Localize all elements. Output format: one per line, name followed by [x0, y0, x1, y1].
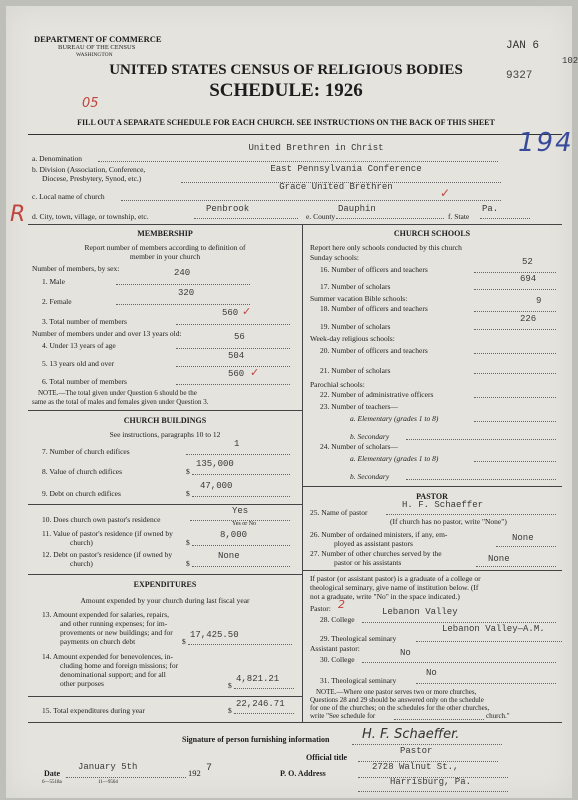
q7-line	[186, 454, 290, 455]
q18-label: 18. Number of officers and teachers	[320, 304, 428, 313]
q21-label: 21. Number of scholars	[320, 366, 391, 375]
schools-intro: Report here only schools conducted by this church	[310, 243, 462, 252]
stamp-number: 9327	[506, 70, 533, 82]
membership-note-2: same as the total of males and females given under Question 3.	[32, 398, 209, 406]
edu-instruction-2: theological seminary, give name of institution below. (If	[310, 583, 479, 592]
q12-line	[192, 566, 290, 567]
rule-buildings	[28, 410, 302, 411]
rule-total	[28, 696, 302, 697]
schools-heading: CHURCH SCHOOLS	[393, 229, 471, 238]
q22-line	[474, 397, 556, 398]
stamp-date: JAN 6	[506, 40, 540, 52]
q1-label: 1. Male	[42, 277, 65, 286]
q9-value: 47,000	[200, 481, 233, 491]
q14-dollar: $	[228, 681, 232, 690]
bureau-label: BUREAU OF THE CENSUS	[58, 44, 136, 51]
section-rule-top	[28, 224, 562, 225]
code-194: 194	[518, 128, 574, 158]
q11-label-2: church)	[70, 538, 93, 547]
q4-line	[176, 348, 290, 349]
q12-label: 12. Debt on pastor's residence (if owned by	[42, 550, 173, 559]
q31-line	[416, 683, 556, 684]
year-prefix: 192	[188, 768, 201, 778]
q26-line	[496, 546, 556, 547]
q23a-label: a. Elementary (grades 1 to 8)	[350, 414, 439, 423]
q31-value: No	[426, 668, 437, 678]
q15-line	[234, 713, 294, 714]
q11-label: 11. Value of pastor's residence (if owned by	[42, 529, 173, 538]
q9-dollar: $	[186, 489, 190, 498]
rule-education	[302, 570, 562, 571]
po-address-value-2: Harrisburg, Pa.	[390, 777, 472, 787]
asst-label: Assistant pastor:	[310, 644, 360, 653]
local-name-value: Grace United Brethren	[279, 182, 393, 192]
q6-line	[176, 384, 290, 385]
q11-line	[192, 545, 290, 546]
q13-label-2: and other running expenses; for im-	[60, 619, 168, 628]
q12-label-2: church)	[70, 559, 93, 568]
division-label: b. Division (Association, Conference,	[32, 165, 146, 174]
q26-label-2: ployed as assistant pastors	[334, 539, 413, 548]
q14-label: 14. Amount expended for benevolences, in-	[42, 652, 174, 661]
form-code-1: 6—5518a	[42, 780, 62, 785]
q23b-label: b. Secondary	[350, 432, 390, 441]
q1-value: 240	[174, 268, 191, 278]
q6-label: 6. Total number of members	[42, 377, 127, 386]
q27-line	[476, 566, 556, 567]
q16-value: 52	[522, 257, 533, 267]
q13-label-3: provements or new buildings; and for	[60, 628, 173, 637]
expenditures-sub: Amount expended by your church during last fiscal year	[80, 596, 250, 605]
q13-label-4: payments on church debt	[60, 637, 136, 646]
form-instruction: FILL OUT A SEPARATE SCHEDULE FOR EACH CHURCH. SEE INSTRUCTIONS ON THE BACK OF THIS SHEET	[77, 118, 495, 127]
q8-label: 8. Value of church edifices	[42, 467, 123, 476]
q3-value: 560	[222, 308, 239, 318]
q13-dollar: $	[182, 637, 186, 646]
q5-line	[176, 366, 290, 367]
q12-value: None	[218, 551, 240, 561]
buildings-sub: See instructions, paragraphs 10 to 12	[109, 430, 221, 439]
local-name-line	[121, 200, 501, 201]
q9-label: 9. Debt on church edifices	[42, 489, 121, 498]
q28-label: 28. College	[320, 615, 355, 624]
q2-line	[116, 304, 250, 305]
q11-dollar: $	[186, 538, 190, 547]
q15-dollar: $	[228, 706, 232, 715]
signature-value: H. F. Schaeffer.	[362, 727, 460, 742]
date-line	[66, 777, 186, 778]
county-label: e. County	[306, 212, 336, 221]
pastor-note-2: Questions 28 and 29 should be answered only on the schedule	[310, 696, 484, 704]
department-label: DEPARTMENT OF COMMERCE	[34, 34, 162, 44]
q19-line	[474, 329, 556, 330]
q8-value: 135,000	[196, 459, 234, 469]
q2-label: 2. Female	[42, 297, 72, 306]
q24a-line	[474, 461, 556, 462]
form-schedule: SCHEDULE: 1926	[209, 80, 363, 101]
q25-note: (If church has no pastor, write "None")	[390, 517, 507, 526]
denomination-line	[98, 161, 498, 162]
q6-check: ✓	[250, 366, 260, 379]
q30-line	[362, 662, 556, 663]
official-title-value: Pastor	[400, 746, 433, 756]
pastor-note-5: church."	[486, 712, 510, 720]
q4-value: 56	[234, 332, 245, 342]
q17-line	[474, 289, 556, 290]
summer-label: Summer vacation Bible schools:	[310, 294, 408, 303]
q23b-line	[406, 439, 556, 440]
code-05: 05	[82, 96, 99, 111]
q3-line	[176, 324, 290, 325]
q24b-label: b. Secondary	[350, 472, 390, 481]
q13-line	[188, 644, 292, 645]
q29-value: Lebanon Valley—A.M.	[442, 624, 545, 634]
header-rule	[28, 134, 562, 135]
membership-note: NOTE.—The total given under Question 6 should be the	[38, 389, 197, 397]
pastor-sub-label: Pastor:	[310, 604, 331, 613]
q14-label-3: denominational support; and for all	[60, 670, 166, 679]
yes-no-hint: Yes or No	[232, 521, 257, 527]
denomination-value: United Brethren in Christ	[248, 143, 384, 153]
q30-label: 30. College	[320, 655, 355, 664]
margin-mark-r: R	[10, 202, 26, 227]
q11-value: 8,000	[220, 530, 248, 540]
q20-label: 20. Number of officers and teachers	[320, 346, 428, 355]
q2-value: 320	[178, 288, 195, 298]
q14-value: 4,821.21	[236, 674, 280, 684]
q19-label: 19. Number of scholars	[320, 322, 391, 331]
membership-intro-2: member in your church	[129, 252, 201, 261]
location-label: WASHINGTON	[76, 52, 113, 58]
city-value: Penbrook	[206, 204, 250, 214]
check-mark: ✓	[440, 186, 451, 200]
q14-label-4: other purposes	[60, 679, 104, 688]
q21-line	[474, 373, 556, 374]
q25-label: 25. Name of pastor	[310, 508, 368, 517]
q14-label-2: cluding home and foreign missions; for	[60, 661, 179, 670]
q16-label: 16. Number of officers and teachers	[320, 265, 428, 274]
corner-number: 102	[562, 56, 578, 66]
q27-value: None	[488, 554, 510, 564]
division-label-2: Diocese, Presbytery, Synod, etc.)	[42, 174, 142, 183]
census-form	[6, 6, 578, 798]
q9-line	[192, 496, 290, 497]
q5-label: 5. 13 years old and over	[42, 359, 115, 368]
form-code-2: 11—9564	[98, 780, 118, 785]
q26-value: None	[512, 533, 534, 543]
q24a-label: a. Elementary (grades 1 to 8)	[350, 454, 439, 463]
q8-dollar: $	[186, 467, 190, 476]
pastor-heading: PASTOR	[416, 492, 448, 501]
form-title: UNITED STATES CENSUS OF RELIGIOUS BODIES	[109, 62, 463, 78]
county-value: Dauphin	[338, 204, 376, 214]
pastor-note-3: for one of the churches; on the schedules for the other churches,	[310, 704, 490, 712]
po-address-label: P. O. Address	[280, 769, 326, 778]
buildings-heading: CHURCH BUILDINGS	[123, 416, 207, 425]
division-value: East Pennsylvania Conference	[270, 164, 422, 174]
q8-line	[192, 474, 290, 475]
q18-line	[474, 311, 556, 312]
membership-heading: MEMBERSHIP	[137, 229, 193, 238]
q18-value: 9	[536, 296, 542, 306]
q25-value: H. F. Schaeffer	[402, 500, 484, 510]
q15-label: 15. Total expenditures during year	[42, 706, 145, 715]
rule-pastor	[302, 486, 562, 487]
q29-line	[416, 641, 562, 642]
rule-residence	[28, 504, 302, 505]
state-label: f. State	[448, 212, 470, 221]
q6-value: 560	[228, 369, 245, 379]
q14-line	[234, 688, 294, 689]
q23-label: 23. Number of teachers—	[320, 402, 398, 411]
q10-label: 10. Does church own pastor's residence	[42, 515, 161, 524]
weekday-label: Week-day religious schools:	[310, 334, 395, 343]
q4-label: 4. Under 13 years of age	[42, 341, 116, 350]
q12-dollar: $	[186, 559, 190, 568]
q20-line	[474, 353, 556, 354]
q5-value: 504	[228, 351, 245, 361]
city-line	[194, 218, 298, 219]
q29-label: 29. Theological seminary	[320, 634, 397, 643]
sunday-label: Sunday schools:	[310, 253, 359, 262]
expenditures-heading: EXPENDITURES	[133, 580, 197, 589]
q16-line	[474, 272, 556, 273]
q22-label: 22. Number of administrative officers	[320, 390, 434, 399]
signature-line	[352, 744, 502, 745]
state-line	[480, 218, 530, 219]
q17-label: 17. Number of scholars	[320, 282, 391, 291]
pastor-mark: 2	[338, 598, 345, 611]
membership-intro: Report number of members according to definition of	[84, 243, 246, 252]
q28-value: Lebanon Valley	[382, 607, 458, 617]
pastor-note: NOTE.—Where one pastor serves two or more churches,	[316, 688, 477, 696]
po-address-line-2	[358, 791, 508, 792]
q24b-line	[406, 479, 556, 480]
year-digit: 7	[206, 763, 213, 774]
age-intro-label: Number of members under and over 13 years old:	[32, 329, 182, 338]
city-label: d. City, town, village, or township, etc.	[32, 212, 149, 221]
q27-label-2: pastor or his assistants	[334, 558, 402, 567]
official-title-label: Official title	[306, 753, 348, 762]
q30-value: No	[400, 648, 411, 658]
q3-label: 3. Total number of members	[42, 317, 127, 326]
signature-label: Signature of person furnishing information	[182, 735, 330, 744]
q3-check: ✓	[242, 305, 252, 318]
q10-value: Yes	[232, 506, 249, 516]
state-value: Pa.	[482, 204, 499, 214]
q28-line	[362, 622, 556, 623]
pastor-note-4: write "See schedule for	[310, 712, 376, 720]
county-line	[336, 218, 444, 219]
date-label: Date	[44, 769, 60, 778]
denomination-label: a. Denomination	[32, 154, 82, 163]
parochial-label: Parochial schools:	[310, 380, 365, 389]
q23a-line	[474, 421, 556, 422]
q7-label: 7. Number of church edifices	[42, 447, 130, 456]
date-value: January 5th	[78, 762, 138, 772]
q1-line	[116, 284, 250, 285]
edu-instruction: If pastor (or assistant pastor) is a graduate of a college or	[310, 574, 481, 583]
edu-instruction-3: not a graduate, write "No" in the space indicated.)	[310, 592, 460, 601]
q13-value: 17,425.50	[190, 630, 239, 640]
q24-label: 24. Number of scholars—	[320, 442, 398, 451]
q27-label: 27. Number of other churches served by the	[310, 549, 442, 558]
q15-value: 22,246.71	[236, 699, 285, 709]
q13-label: 13. Amount expended for salaries, repairs,	[42, 610, 170, 619]
q19-value: 226	[520, 314, 537, 324]
by-sex-label: Number of members, by sex:	[32, 264, 120, 273]
po-address-value: 2728 Walnut St.,	[372, 762, 459, 772]
column-divider	[302, 224, 303, 722]
q26-label: 26. Number of ordained ministers, if any, em-	[310, 530, 448, 539]
rule-expenditures	[28, 574, 302, 575]
q25-line	[386, 514, 556, 515]
local-name-label: c. Local name of church	[32, 192, 105, 201]
pastor-note-line	[394, 719, 484, 720]
q31-label: 31. Theological seminary	[320, 676, 397, 685]
q17-value: 694	[520, 274, 537, 284]
q7-value: 1	[234, 439, 240, 449]
rule-footer	[28, 722, 562, 723]
